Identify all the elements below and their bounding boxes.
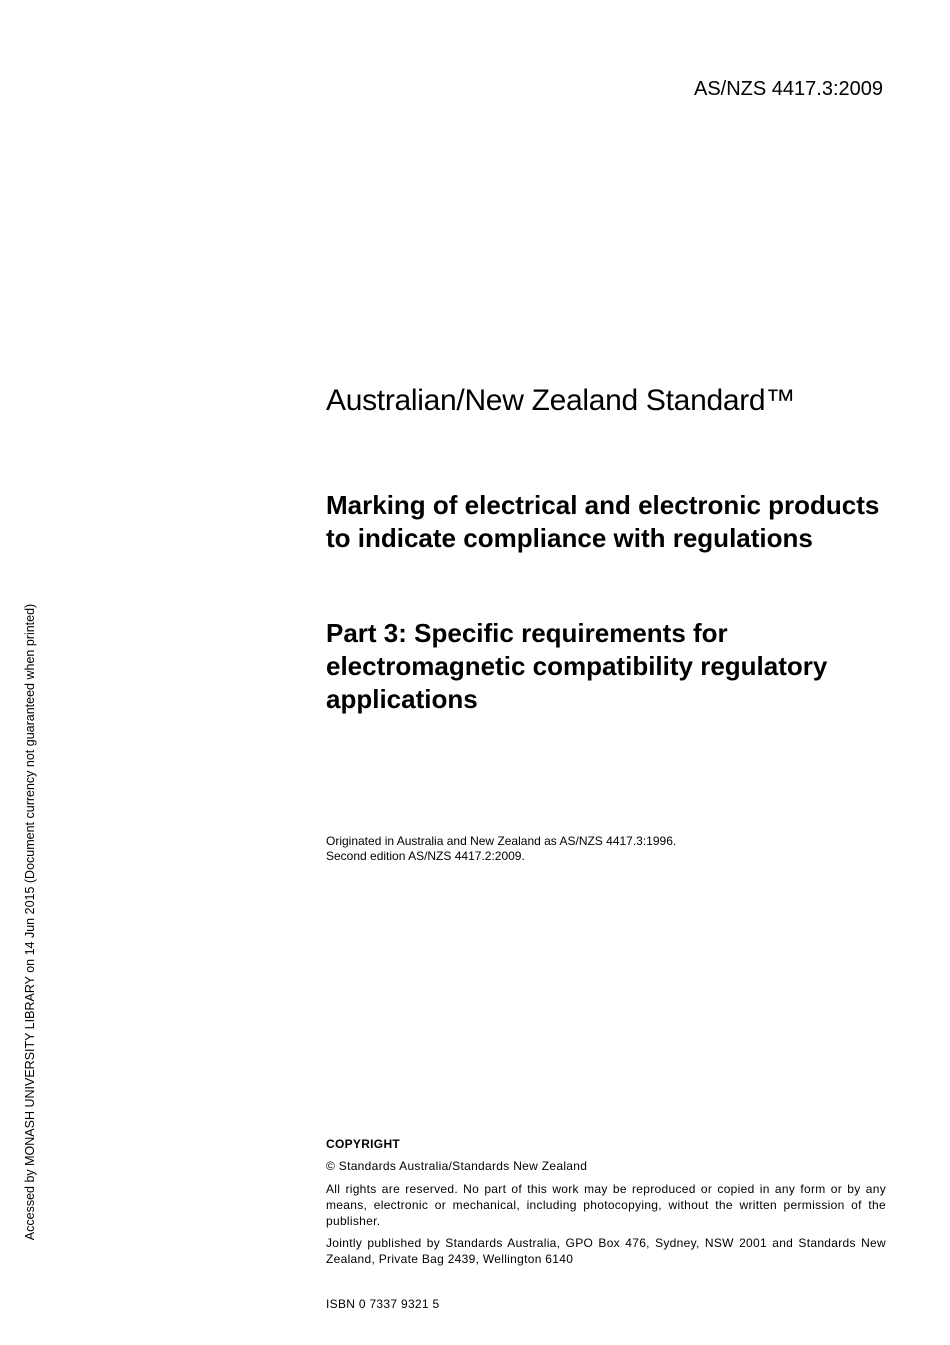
rights-statement: All rights are reserved. No part of this work may be reproduced or copied in any form or by any means, electronic or mechanical, including photocopying, without the written permission of the publisher. bbox=[326, 1182, 886, 1228]
document-title: Marking of electrical and electronic products to indicate compliance with regulations bbox=[326, 490, 880, 553]
origin-note bbox=[326, 834, 886, 864]
copyright-holder: © Standards Australia/Standards New Zealand bbox=[326, 1159, 588, 1173]
copyright-heading: COPYRIGHT bbox=[326, 1137, 401, 1151]
access-note: Accessed by MONASH UNIVERSITY LIBRARY on 14 Jun 2015 (Document currency not guaranteed when printed) bbox=[23, 603, 37, 1241]
document-number: AS/NZS 4417.3:2009 bbox=[693, 78, 883, 100]
isbn: ISBN 0 7337 9321 5 bbox=[326, 1297, 440, 1311]
origin-line-2: Second edition AS/NZS 4417.2:2009. bbox=[326, 849, 525, 863]
publisher-statement: Jointly published by Standards Australia, GPO Box 476, Sydney, NSW 2001 and Standards New Zealand, Private Bag 2439, Wellington 6140 bbox=[326, 1236, 886, 1266]
copyright-block bbox=[326, 1136, 886, 1273]
part-title: Part 3: Specific requirements for electromagnetic compatibility regulatory applications bbox=[326, 618, 828, 714]
standard-brand-line: Australian/New Zealand Standard™ bbox=[326, 384, 795, 417]
origin-line-1: Originated in Australia and New Zealand as AS/NZS 4417.3:1996. bbox=[326, 834, 677, 848]
